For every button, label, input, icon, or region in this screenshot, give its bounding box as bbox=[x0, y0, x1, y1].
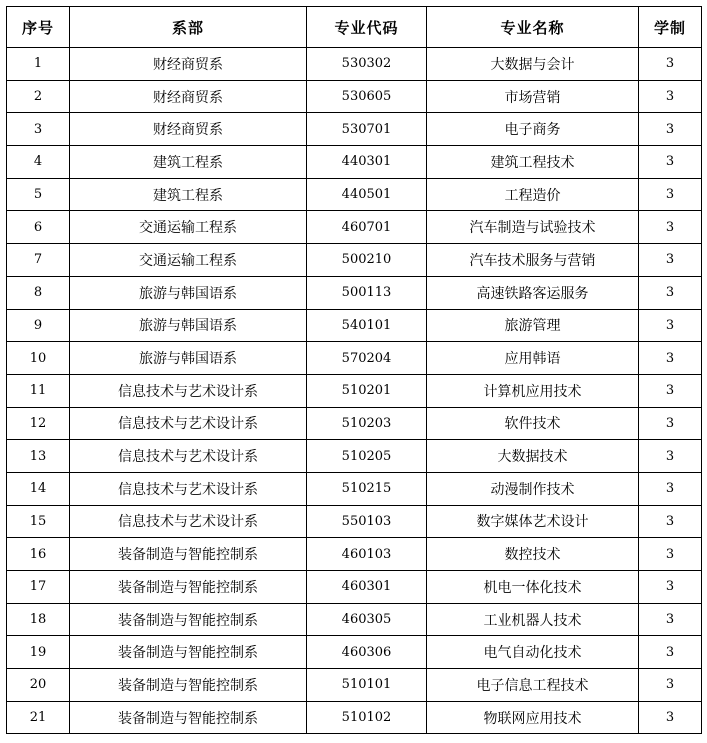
cell-major-name: 软件技术 bbox=[427, 407, 639, 440]
header-years: 学制 bbox=[639, 7, 702, 48]
cell-seq: 8 bbox=[7, 276, 70, 309]
table-row bbox=[7, 113, 702, 146]
cell-years: 3 bbox=[639, 701, 702, 734]
majors-table bbox=[6, 6, 702, 734]
header-code: 专业代码 bbox=[307, 7, 427, 48]
cell-department: 信息技术与艺术设计系 bbox=[70, 374, 307, 407]
cell-seq: 7 bbox=[7, 244, 70, 277]
cell-major-name: 数控技术 bbox=[427, 538, 639, 571]
cell-code: 460301 bbox=[307, 571, 427, 604]
cell-department: 信息技术与艺术设计系 bbox=[70, 505, 307, 538]
cell-years: 3 bbox=[639, 505, 702, 538]
cell-department: 信息技术与艺术设计系 bbox=[70, 440, 307, 473]
cell-seq: 21 bbox=[7, 701, 70, 734]
cell-seq: 14 bbox=[7, 472, 70, 505]
cell-code: 510205 bbox=[307, 440, 427, 473]
cell-seq: 2 bbox=[7, 80, 70, 113]
cell-years: 3 bbox=[639, 244, 702, 277]
cell-major-name: 工业机器人技术 bbox=[427, 603, 639, 636]
cell-years: 3 bbox=[639, 374, 702, 407]
table-row bbox=[7, 309, 702, 342]
table-row bbox=[7, 440, 702, 473]
cell-years: 3 bbox=[639, 571, 702, 604]
cell-department: 旅游与韩国语系 bbox=[70, 276, 307, 309]
table-row bbox=[7, 276, 702, 309]
cell-years: 3 bbox=[639, 636, 702, 669]
cell-code: 530605 bbox=[307, 80, 427, 113]
cell-department: 装备制造与智能控制系 bbox=[70, 571, 307, 604]
cell-years: 3 bbox=[639, 211, 702, 244]
cell-code: 550103 bbox=[307, 505, 427, 538]
table-row bbox=[7, 374, 702, 407]
cell-department: 装备制造与智能控制系 bbox=[70, 669, 307, 702]
cell-major-name: 应用韩语 bbox=[427, 342, 639, 375]
cell-department: 财经商贸系 bbox=[70, 48, 307, 81]
cell-seq: 9 bbox=[7, 309, 70, 342]
header-row bbox=[7, 7, 702, 48]
cell-years: 3 bbox=[639, 603, 702, 636]
table-row bbox=[7, 571, 702, 604]
cell-code: 570204 bbox=[307, 342, 427, 375]
cell-major-name: 工程造价 bbox=[427, 178, 639, 211]
table-row bbox=[7, 211, 702, 244]
cell-major-name: 建筑工程技术 bbox=[427, 146, 639, 179]
cell-department: 财经商贸系 bbox=[70, 113, 307, 146]
cell-code: 440501 bbox=[307, 178, 427, 211]
cell-code: 460305 bbox=[307, 603, 427, 636]
cell-years: 3 bbox=[639, 440, 702, 473]
table-row bbox=[7, 636, 702, 669]
cell-major-name: 电子商务 bbox=[427, 113, 639, 146]
cell-seq: 13 bbox=[7, 440, 70, 473]
table-row bbox=[7, 538, 702, 571]
cell-seq: 12 bbox=[7, 407, 70, 440]
table-body bbox=[7, 48, 702, 734]
table-row bbox=[7, 407, 702, 440]
table-row bbox=[7, 146, 702, 179]
cell-department: 信息技术与艺术设计系 bbox=[70, 407, 307, 440]
cell-seq: 17 bbox=[7, 571, 70, 604]
table-row bbox=[7, 244, 702, 277]
cell-department: 建筑工程系 bbox=[70, 178, 307, 211]
cell-department: 交通运输工程系 bbox=[70, 211, 307, 244]
cell-department: 旅游与韩国语系 bbox=[70, 342, 307, 375]
cell-major-name: 计算机应用技术 bbox=[427, 374, 639, 407]
cell-years: 3 bbox=[639, 472, 702, 505]
table-row bbox=[7, 472, 702, 505]
cell-seq: 6 bbox=[7, 211, 70, 244]
table-row bbox=[7, 48, 702, 81]
cell-department: 旅游与韩国语系 bbox=[70, 309, 307, 342]
cell-major-name: 大数据与会计 bbox=[427, 48, 639, 81]
header-department: 系部 bbox=[70, 7, 307, 48]
cell-code: 510101 bbox=[307, 669, 427, 702]
cell-major-name: 市场营销 bbox=[427, 80, 639, 113]
cell-code: 500210 bbox=[307, 244, 427, 277]
cell-department: 装备制造与智能控制系 bbox=[70, 636, 307, 669]
table-row bbox=[7, 701, 702, 734]
table-row bbox=[7, 669, 702, 702]
cell-major-name: 电子信息工程技术 bbox=[427, 669, 639, 702]
cell-code: 530302 bbox=[307, 48, 427, 81]
cell-code: 460103 bbox=[307, 538, 427, 571]
cell-seq: 16 bbox=[7, 538, 70, 571]
header-seq: 序号 bbox=[7, 7, 70, 48]
cell-major-name: 旅游管理 bbox=[427, 309, 639, 342]
cell-major-name: 汽车制造与试验技术 bbox=[427, 211, 639, 244]
cell-code: 460701 bbox=[307, 211, 427, 244]
cell-seq: 18 bbox=[7, 603, 70, 636]
cell-years: 3 bbox=[639, 342, 702, 375]
cell-department: 装备制造与智能控制系 bbox=[70, 538, 307, 571]
cell-department: 财经商贸系 bbox=[70, 80, 307, 113]
cell-major-name: 汽车技术服务与营销 bbox=[427, 244, 639, 277]
table-row bbox=[7, 178, 702, 211]
cell-years: 3 bbox=[639, 276, 702, 309]
cell-code: 460306 bbox=[307, 636, 427, 669]
cell-years: 3 bbox=[639, 309, 702, 342]
cell-seq: 10 bbox=[7, 342, 70, 375]
cell-seq: 15 bbox=[7, 505, 70, 538]
cell-code: 510102 bbox=[307, 701, 427, 734]
cell-major-name: 物联网应用技术 bbox=[427, 701, 639, 734]
cell-code: 530701 bbox=[307, 113, 427, 146]
table-row bbox=[7, 603, 702, 636]
table-row bbox=[7, 342, 702, 375]
cell-years: 3 bbox=[639, 146, 702, 179]
cell-years: 3 bbox=[639, 407, 702, 440]
cell-major-name: 数字媒体艺术设计 bbox=[427, 505, 639, 538]
cell-department: 装备制造与智能控制系 bbox=[70, 603, 307, 636]
cell-major-name: 动漫制作技术 bbox=[427, 472, 639, 505]
cell-department: 信息技术与艺术设计系 bbox=[70, 472, 307, 505]
cell-seq: 3 bbox=[7, 113, 70, 146]
cell-code: 510215 bbox=[307, 472, 427, 505]
cell-major-name: 大数据技术 bbox=[427, 440, 639, 473]
cell-seq: 11 bbox=[7, 374, 70, 407]
cell-seq: 20 bbox=[7, 669, 70, 702]
cell-seq: 1 bbox=[7, 48, 70, 81]
cell-code: 540101 bbox=[307, 309, 427, 342]
cell-years: 3 bbox=[639, 113, 702, 146]
cell-department: 交通运输工程系 bbox=[70, 244, 307, 277]
cell-major-name: 机电一体化技术 bbox=[427, 571, 639, 604]
table-row bbox=[7, 505, 702, 538]
cell-years: 3 bbox=[639, 178, 702, 211]
cell-code: 510203 bbox=[307, 407, 427, 440]
cell-code: 500113 bbox=[307, 276, 427, 309]
cell-department: 建筑工程系 bbox=[70, 146, 307, 179]
cell-major-name: 高速铁路客运服务 bbox=[427, 276, 639, 309]
cell-years: 3 bbox=[639, 48, 702, 81]
table-header bbox=[7, 7, 702, 48]
cell-department: 装备制造与智能控制系 bbox=[70, 701, 307, 734]
table-row bbox=[7, 80, 702, 113]
cell-major-name: 电气自动化技术 bbox=[427, 636, 639, 669]
cell-seq: 19 bbox=[7, 636, 70, 669]
cell-seq: 5 bbox=[7, 178, 70, 211]
cell-code: 510201 bbox=[307, 374, 427, 407]
cell-code: 440301 bbox=[307, 146, 427, 179]
cell-years: 3 bbox=[639, 669, 702, 702]
cell-years: 3 bbox=[639, 538, 702, 571]
header-name: 专业名称 bbox=[427, 7, 639, 48]
cell-years: 3 bbox=[639, 80, 702, 113]
cell-seq: 4 bbox=[7, 146, 70, 179]
